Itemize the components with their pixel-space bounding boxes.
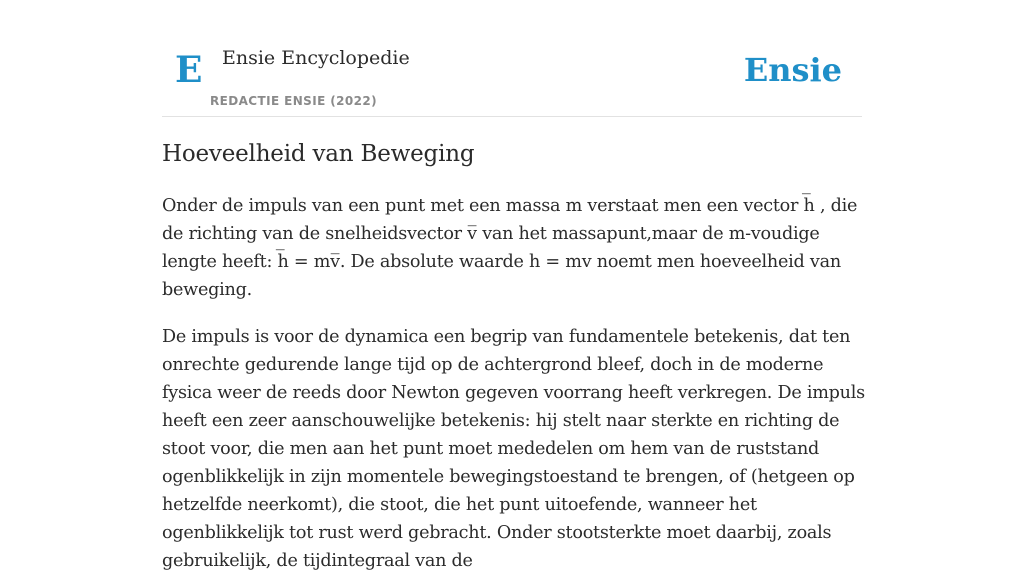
article-paragraph: De impuls is voor de dynamica een begrip van fundamentele betekenis, dat ten onrechte gedurende lange tijd op de achtergrond bleef, doch in de moderne fysica weer de reeds door Newton gegeven voorrang heeft verkregen. De impuls heeft een zeer aanschouwelijke betekenis: hij stelt naar sterkte en richting de stoot voor, die men aan het punt moet mededelen om hem van de ruststand ogenblikkelijk in zijn momentele bewegingstoestand te brengen, of (hetgeen op hetzelfde neerkomt), die stoot, die het punt uitoefende, wanneer het ogenblikkelijk tot rust werd gebracht. Onder stootsterkte moet daarbij, zoals gebruikelijk, de tijdintegraal van de [162, 327, 865, 571]
article-title: Hoeveelheid van Beweging [162, 141, 475, 167]
brand-logo[interactable]: Ensie [743, 51, 842, 89]
article [162, 138, 866, 575]
article-paragraph: Onder de impuls van een punt met een massa m verstaat men een vector h̅ , die de richting van de snelheidsvector v̅ van het massapunt,maar de m-voudige lengte heeft: h̅ = mv̅. De absolute waarde h = mv noemt men hoeveelheid van beweging. [162, 196, 858, 300]
byline: REDACTIE ENSIE (2022) [210, 94, 378, 108]
site-name[interactable]: Ensie Encyclopedie [222, 47, 410, 69]
ensie-logo-icon[interactable]: E [175, 49, 203, 91]
site-header [162, 0, 862, 117]
